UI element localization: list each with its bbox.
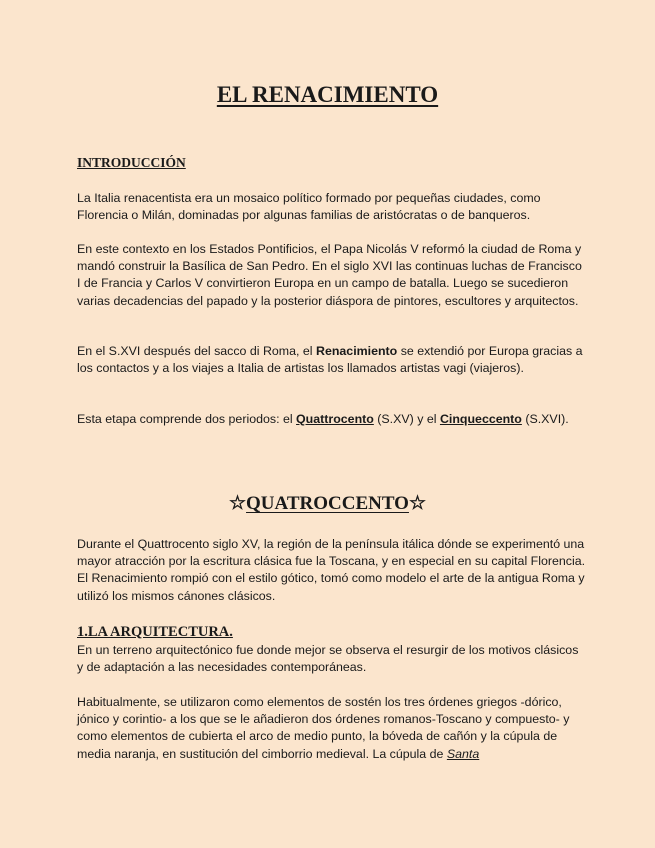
arquitectura-heading: 1.LA ARQUITECTURA. <box>77 624 233 640</box>
intro-p3-text-after: se extendió por Europa gracias a los contactos y a los viajes a Italia de artistas los llamados artistas vagi (viajeros). <box>77 344 583 376</box>
intro-paragraph-2: En este contexto en los Estados Pontificios, el Papa Nicolás V reformó la ciudad de Roma y mandó construir la Basílica de San Pedro. En el siglo XVI las continuas luchas de Francisco I de Francia y Carlos V convirtieron Europa en un campo de batalla. Luego se sucedieron varias decadencias del papado y la posterior diáspora de pintores, escultores y arquitectos. <box>77 242 582 308</box>
quatroccento-paragraph-1: Durante el Quattrocento siglo XV, la región de la península itálica dónde se experimentó una mayor atracción por la escritura clásica fue la Toscana, y en especial en su capital Florencia. El Renacimiento rompió con el estilo gótico, tomó como modelo el arte de la antigua Roma y utilizó los mismos cánones clásicos. <box>77 537 586 603</box>
quatroccento-heading-label: QUATROCCENTO <box>246 493 409 514</box>
intro-p3-text-before: En el S.XVI después del sacco di Roma, el <box>77 344 316 358</box>
intro-paragraph-4 <box>77 411 587 428</box>
renacimiento-bold: Renacimiento <box>316 344 398 358</box>
santa-italic: Santa <box>446 746 480 761</box>
arquitectura-paragraph-1: En un terreno arquitectónico fue donde mejor se observa el resurgir de los motivos clásicos y de adaptación a las necesidades contemporáneas. <box>77 643 579 675</box>
intro-p4-text-mid: (S.XV) y el <box>373 412 440 426</box>
star-right-icon: ☆ <box>408 493 427 514</box>
page-title: EL RENACIMIENTO <box>216 82 439 107</box>
arquitectura-p2-text: Habitualmente, se utilizaron como elementos de sostén los tres órdenes griegos -dórico, jónico y corintio- a los que se le añadieron dos órdenes romanos-Toscano y compuesto- y como elementos de cubierta el arco de medio punto, la bóveda de cañón y la cúpula de media naranja, en sustitución del cimborrio medieval. La cúpula de <box>77 695 570 761</box>
intro-paragraph-1: La Italia renacentista era un mosaico político formado por pequeñas ciudades, como Florencia o Milán, dominadas por algunas familias de aristócratas o de banqueros. <box>77 191 541 223</box>
star-left-icon: ☆ <box>228 493 247 514</box>
arquitectura-paragraph-2 <box>77 694 587 763</box>
intro-p4-text-before: Esta etapa comprende dos periodos: el <box>77 412 297 426</box>
intro-paragraph-3 <box>77 343 587 377</box>
quatroccento-heading <box>0 491 655 517</box>
quattrocento-term: Quattrocento <box>296 412 374 426</box>
intro-p4-text-after: (S.XVI). <box>521 412 569 426</box>
intro-heading: INTRODUCCIÓN <box>77 155 186 170</box>
cinqueccento-term: Cinqueccento <box>439 412 522 426</box>
